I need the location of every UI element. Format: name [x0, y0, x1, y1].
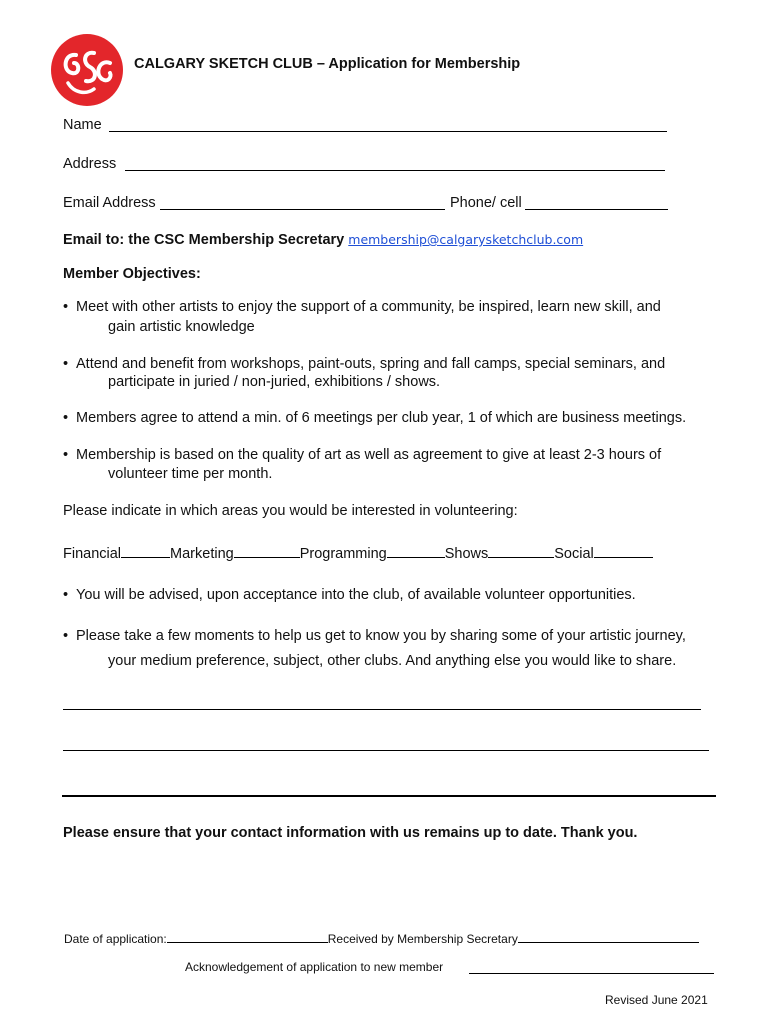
date-field[interactable]	[167, 931, 328, 943]
advised-note: • You will be advised, upon acceptance into the club, of available volunteer opportunities.	[63, 587, 636, 603]
contact-reminder: Please ensure that your contact information with us remains up to date. Thank you.	[63, 825, 638, 841]
objective-item: • Attend and benefit from workshops, paint-outs, spring and fall camps, special seminars, and	[63, 356, 666, 372]
financial-blank[interactable]	[121, 543, 170, 558]
club-logo	[50, 33, 124, 107]
area-social: Social	[554, 546, 594, 562]
answer-line-1[interactable]	[63, 709, 701, 710]
phone-label: Phone/ cell	[450, 195, 522, 211]
revised-date: Revised June 2021	[605, 993, 708, 1007]
social-blank[interactable]	[594, 543, 653, 558]
area-marketing: Marketing	[170, 546, 234, 562]
email-to-line	[63, 231, 583, 249]
journey-note: • Please take a few moments to help us get to know you by sharing some of your artistic journey,	[63, 628, 686, 644]
address-label: Address	[63, 156, 117, 172]
page-title: CALGARY SKETCH CLUB – Application for Membership	[134, 56, 521, 72]
address-field[interactable]	[125, 170, 665, 171]
bullet-icon: •	[63, 447, 69, 463]
email-label: Email Address	[63, 195, 156, 211]
objective-item: • Membership is based on the quality of art as well as agreement to give at least 2-3 hours of	[63, 447, 662, 463]
bullet-icon: •	[63, 299, 69, 315]
area-programming: Programming	[299, 546, 387, 562]
shows-blank[interactable]	[488, 543, 554, 558]
volunteer-areas	[63, 543, 653, 563]
bullet-icon: •	[63, 410, 69, 426]
membership-email-link[interactable]: membership@calgarysketchclub.com	[348, 232, 584, 247]
journey-note-cont: your medium preference, subject, other clubs. And anything else you would like to share.	[108, 653, 677, 669]
received-label: Received by Membership Secretary	[327, 932, 518, 946]
date-label: Date of application:	[64, 932, 167, 946]
objective-item-cont: gain artistic knowledge	[108, 319, 255, 335]
acknowledgement-label: Acknowledgement of application to new member	[185, 960, 444, 974]
name-label: Name	[63, 117, 102, 133]
answer-line-2[interactable]	[63, 750, 709, 751]
programming-blank[interactable]	[387, 543, 445, 558]
bullet-icon: •	[63, 356, 69, 372]
section-divider	[62, 795, 716, 797]
marketing-blank[interactable]	[234, 543, 300, 558]
received-field[interactable]	[518, 931, 699, 943]
email-to-label: Email to: the CSC Membership Secretary	[63, 232, 345, 248]
volunteer-prompt: Please indicate in which areas you would be interested in volunteering:	[63, 503, 518, 519]
objective-item-cont: volunteer time per month.	[108, 466, 273, 482]
logo-graphic	[50, 33, 124, 107]
objective-item: • Members agree to attend a min. of 6 meetings per club year, 1 of which are business meetings.	[63, 410, 687, 426]
phone-field[interactable]	[525, 209, 668, 210]
objectives-heading: Member Objectives:	[63, 266, 201, 282]
name-field[interactable]	[109, 131, 667, 132]
bullet-icon: •	[63, 587, 69, 603]
objective-item: • Meet with other artists to enjoy the support of a community, be inspired, learn new skill, and	[63, 299, 661, 315]
email-field[interactable]	[160, 209, 445, 210]
area-shows: Shows	[444, 546, 489, 562]
date-application-row	[64, 931, 699, 946]
objective-item-cont: participate in juried / non-juried, exhibitions / shows.	[108, 374, 441, 390]
area-financial: Financial	[63, 546, 122, 562]
bullet-icon: •	[63, 628, 69, 644]
acknowledgement-field[interactable]	[469, 973, 714, 974]
